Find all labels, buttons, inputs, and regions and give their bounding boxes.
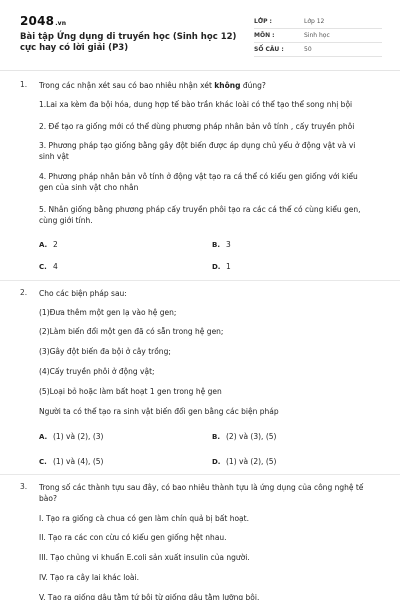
statement-line: 4. Phương pháp nhân bản vô tính ở động vật tạo ra cá thể có kiểu gen giống với kiểu gen của sinh vật cho nhân xyxy=(39,172,358,192)
option-letter: C. xyxy=(39,263,47,271)
option-letter: D. xyxy=(212,263,221,271)
statement-line: IV. Tạo ra cây lai khác loài. xyxy=(39,573,139,582)
option-letter: A. xyxy=(39,433,48,441)
question-number: 2. xyxy=(20,288,28,297)
stem-text: Trong các nhận xét sau có bao nhiêu nhận xét xyxy=(39,81,215,90)
statement-line: III. Tạo chủng vi khuẩn E.coli sản xuất insulin của người. xyxy=(39,553,250,562)
meta-key: MÔN : xyxy=(254,32,275,39)
question-number: 3. xyxy=(20,482,28,491)
answer-option-d[interactable] xyxy=(212,457,276,466)
option-text: (1) và (2), (5) xyxy=(226,457,277,466)
option-text: 1 xyxy=(226,262,231,271)
question-divider xyxy=(0,280,400,281)
page-title: Bài tập Ứng dụng di truyền học (Sinh học 12) cực hay có lời giải (P3) xyxy=(20,32,237,53)
statement-line: 5. Nhân giống bằng phương pháp cấy truyền phôi tạo ra các cá thể có cùng kiểu gen, cùng giới tính. xyxy=(39,205,361,225)
question-divider xyxy=(0,474,400,475)
statement-line: II. Tạo ra các con cừu có kiểu gen giống hệt nhau. xyxy=(39,533,227,542)
answer-option-b[interactable] xyxy=(212,240,231,249)
option-text: 3 xyxy=(226,240,231,249)
meta-row-count xyxy=(254,43,382,57)
option-letter: C. xyxy=(39,458,47,466)
statement-line: V. Tạo ra giống dâu tằm tứ bội từ giống dâu tằm lưỡng bội. xyxy=(39,593,260,600)
meta-table xyxy=(254,15,382,57)
stem-end: đúng? xyxy=(240,81,266,90)
statement-line: (3)Gây đột biến đa bội ở cây trồng; xyxy=(39,347,171,356)
header-divider xyxy=(0,70,400,71)
meta-value: Sinh học xyxy=(304,32,330,39)
option-text: (1) và (2), (3) xyxy=(53,432,104,441)
answer-option-b[interactable] xyxy=(212,432,276,441)
meta-row-class xyxy=(254,15,382,29)
logo-main: 2048 xyxy=(20,14,55,28)
logo-tld: .vn xyxy=(55,20,67,27)
meta-value: 50 xyxy=(304,46,312,53)
answer-option-a[interactable] xyxy=(39,240,58,249)
answer-option-c[interactable] xyxy=(39,457,103,466)
stem-emphasis: không xyxy=(214,81,241,90)
option-text: (1) và (4), (5) xyxy=(53,457,104,466)
option-text: (2) và (3), (5) xyxy=(226,432,277,441)
option-letter: B. xyxy=(212,241,220,249)
answer-option-c[interactable] xyxy=(39,262,58,271)
meta-value: Lớp 12 xyxy=(304,18,325,25)
question-stem: Trong số các thành tựu sau đây, có bao nhiêu thành tựu là ứng dụng của công nghệ tế bào? xyxy=(39,483,364,503)
statement-line: (4)Cấy truyền phôi ở động vật; xyxy=(39,367,155,376)
meta-key: SỐ CÂU : xyxy=(254,46,284,53)
meta-row-subject xyxy=(254,29,382,43)
option-letter: D. xyxy=(212,458,221,466)
header xyxy=(20,14,382,62)
answer-option-d[interactable] xyxy=(212,262,231,271)
option-letter: B. xyxy=(212,433,220,441)
statement-line: (5)Loại bỏ hoặc làm bất hoạt 1 gen trong hệ gen xyxy=(39,387,222,396)
answer-option-a[interactable] xyxy=(39,432,103,441)
statement-line: 2. Để tạo ra giống mới có thể dùng phương pháp nhân bản vô tính , cấy truyền phôi xyxy=(39,122,355,131)
statement-line: 3. Phương pháp tạo giống bằng gây đột biến được áp dụng chủ yếu ở động vật và vi sinh vật xyxy=(39,141,356,161)
statement-line: I. Tạo ra giống cà chua có gen làm chín quả bị bất hoạt. xyxy=(39,514,249,523)
option-text: 4 xyxy=(53,262,58,271)
option-text: 2 xyxy=(53,240,58,249)
statement-line: Người ta có thể tạo ra sinh vật biến đổi gen bằng các biện pháp xyxy=(39,407,279,416)
meta-key: LỚP : xyxy=(254,18,272,25)
option-letter: A. xyxy=(39,241,48,249)
question-number: 1. xyxy=(20,80,28,89)
question-stem xyxy=(39,80,369,91)
statement-line: (1)Đưa thêm một gen lạ vào hệ gen; xyxy=(39,308,177,317)
statement-line: (2)Làm biến đổi một gen đã có sẵn trong hệ gen; xyxy=(39,327,224,336)
site-logo[interactable] xyxy=(20,14,66,28)
question-stem: Cho các biện pháp sau: xyxy=(39,289,127,298)
statement-line: 1.Lai xa kèm đa bội hóa, dung hợp tế bào trần khác loài có thể tạo thể song nhị bội xyxy=(39,100,353,109)
